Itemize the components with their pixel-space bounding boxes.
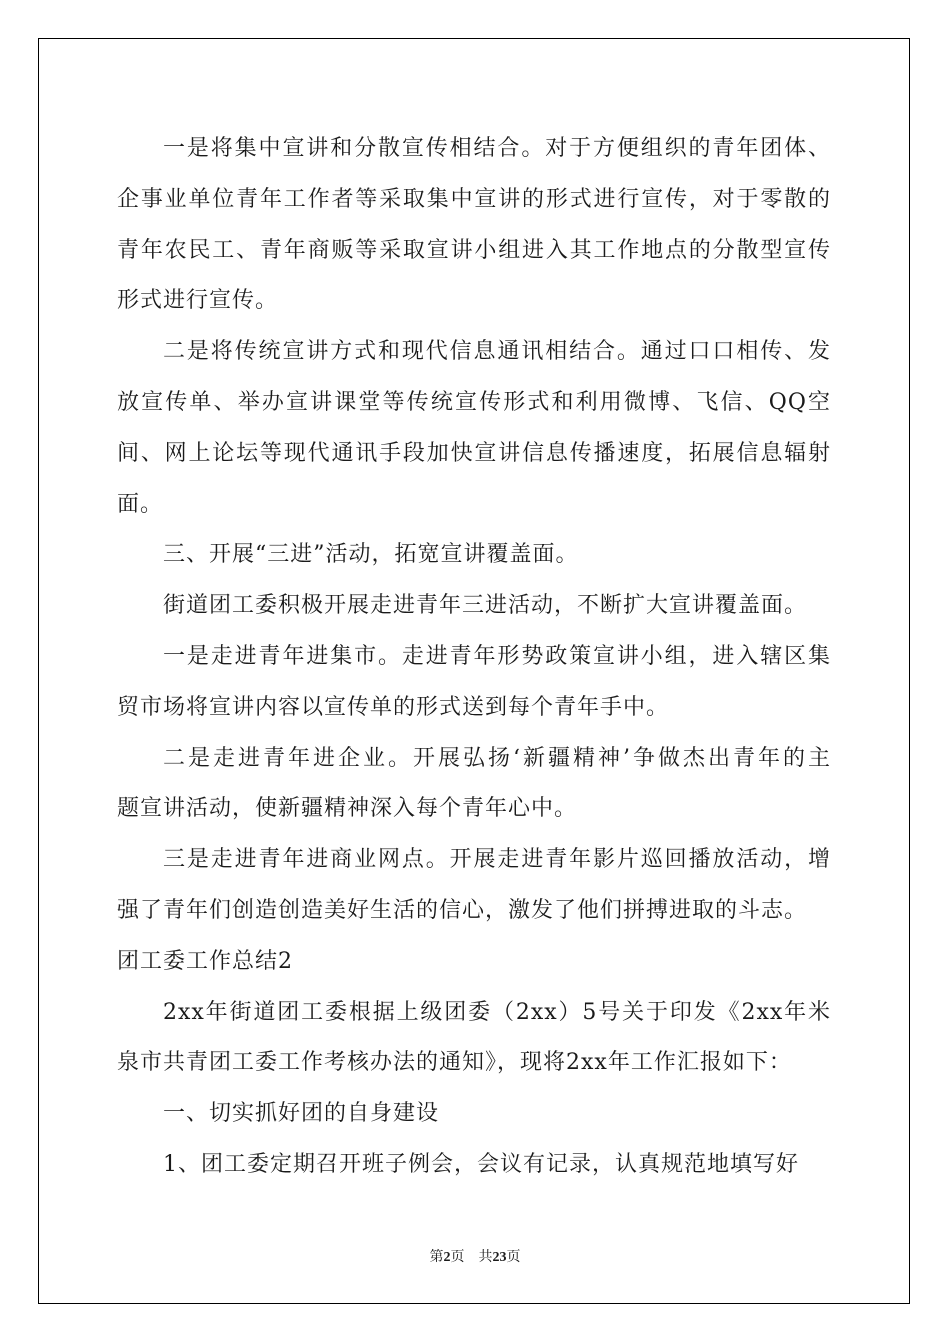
paragraph-line: 形式进行宣传。 [117,288,279,314]
paragraph-line: 强了青年们创造创造美好生活的信心，激发了他们拼搏进取的斗志。 [117,897,808,923]
current-page-number: 2 [443,1250,451,1265]
paragraph-line: 团工委工作总结2 [117,948,293,974]
document-body [117,124,831,1191]
paragraph-line: 2xx年街道团工委根据上级团委（2xx）5号关于印发《2xx年米 [163,999,831,1025]
paragraph-line: 一是将集中宣讲和分散宣传相结合。对于方便组织的青年团体、 [163,136,831,161]
paragraph-line: 1、团工委定期召开班子例会，会议有记录，认真规范地填写好 [163,1151,799,1177]
total-label-suffix: 页 [506,1249,521,1265]
page-label-suffix: 页 [450,1249,465,1265]
page-footer [0,1246,950,1266]
paragraph-line: 三是走进青年进商业网点。开展走进青年影片巡回播放活动，增 [163,847,831,873]
paragraph-line: 一、切实抓好团的自身建设 [163,1101,440,1127]
paragraph-line: 青年农民工、青年商贩等采取宣讲小组进入其工作地点的分散型宣传 [117,237,831,263]
paragraph-line: 二是将传统宣讲方式和现代信息通讯相结合。通过口口相传、发 [163,339,831,365]
paragraph-line: 题宣讲活动，使新疆精神深入每个青年心中。 [117,796,578,822]
page-label-prefix: 第 [429,1249,444,1265]
paragraph-line: 街道团工委积极开展走进青年三进活动，不断扩大宣讲覆盖面。 [163,593,808,619]
paragraph-line: 泉市共青团工委工作考核办法的通知》，现将2xx年工作汇报如下： [117,1050,792,1076]
total-page-count: 23 [492,1250,507,1265]
paragraph-line: 三、开展“三进”活动，拓宽宣讲覆盖面。 [163,542,579,568]
paragraph-line: 企事业单位青年工作者等采取集中宣讲的形式进行宣传，对于零散的 [117,186,831,212]
total-label-prefix: 共 [478,1249,493,1265]
paragraph-line: 间、网上论坛等现代通讯手段加快宣讲信息传播速度，拓展信息辐射 [117,440,831,466]
paragraph-line: 放宣传单、举办宣讲课堂等传统宣传形式和利用微博、飞信、QQ空 [117,389,831,415]
paragraph-line: 一是走进青年进集市。走进青年形势政策宣讲小组，进入辖区集 [163,643,831,669]
paragraph-line: 面。 [117,491,164,517]
paragraph-line: 二是走进青年进企业。开展弘扬‘新疆精神’争做杰出青年的主 [163,745,831,771]
paragraph-line: 贸市场将宣讲内容以宣传单的形式送到每个青年手中。 [117,694,670,720]
